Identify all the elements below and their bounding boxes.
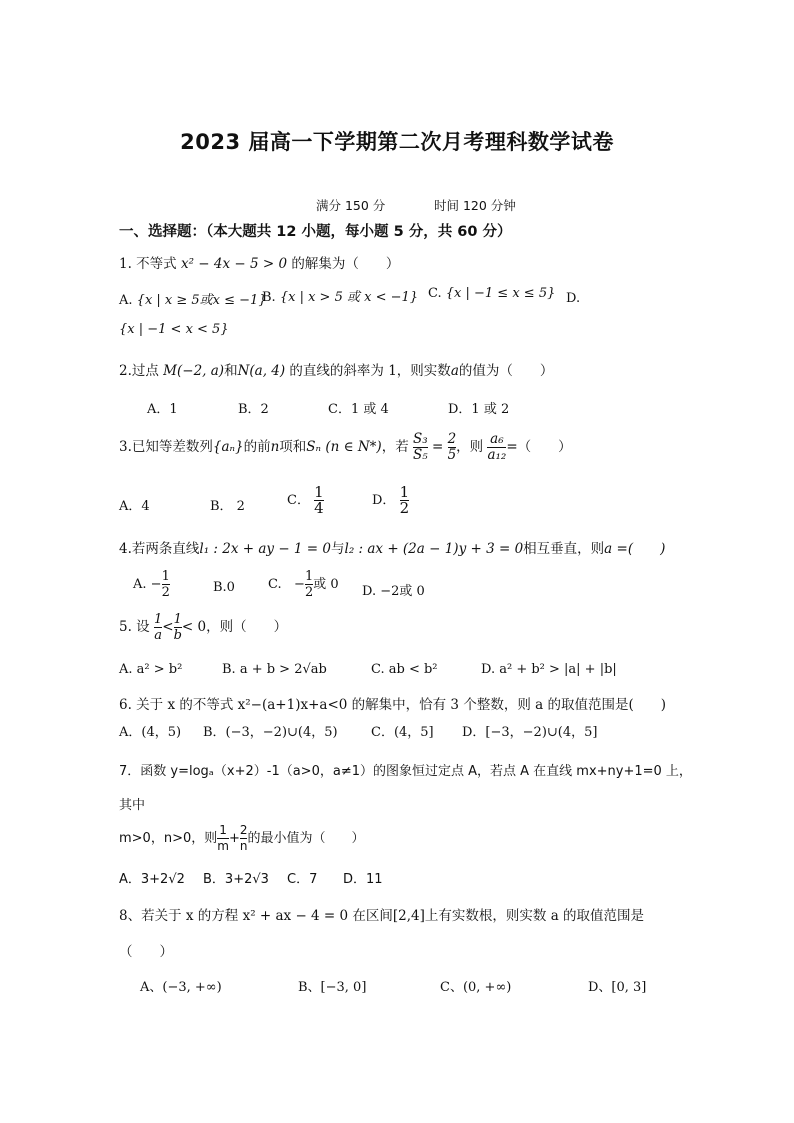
q7-stem-pre: m>0，n>0，则	[119, 831, 218, 846]
q4-c-sign: −	[294, 577, 305, 592]
q3-option-a[interactable]: A．4	[119, 499, 150, 514]
q4-option-c[interactable]	[268, 569, 339, 600]
q5-f1-num: 1	[153, 612, 163, 627]
q4-c-num: 1	[304, 569, 314, 584]
q2-var: a	[450, 363, 459, 379]
q3-stem-mid1: 的前	[243, 439, 271, 455]
q5-option-d[interactable]: D. a² + b² > |a| + |b|	[481, 662, 617, 677]
q3-d-num: 1	[399, 483, 410, 501]
q7-plus: +	[228, 831, 240, 846]
question-2	[119, 359, 553, 379]
q4-option-d[interactable]	[362, 580, 425, 599]
q7-option-b[interactable]: B．3+2√3	[203, 872, 269, 887]
q3-option-d[interactable]	[372, 485, 409, 516]
q5-less-than: <	[162, 619, 174, 635]
q1-option-d-label[interactable]: D.	[566, 291, 581, 306]
q7-fraction-1-m	[217, 823, 229, 854]
q5-f2-num: 1	[173, 612, 182, 627]
q7-f2-num: 2	[239, 823, 248, 837]
section-heading: 一、选择题：（本大题共 12 小题，每小题 5 分，共 60 分）	[119, 224, 512, 240]
q2-stem-pre: 2.过点	[119, 363, 164, 379]
q3-if: ，若	[381, 439, 409, 455]
q3-equals: =	[431, 439, 444, 455]
q3-condition: (n ∈ N*)	[325, 439, 382, 455]
q6-option-c[interactable]: C．(4，5]	[371, 725, 434, 740]
q7-option-a[interactable]: A．3+2√2	[119, 872, 185, 887]
q7-stem-post: 的最小值为（ ）	[247, 831, 365, 846]
q7-option-d[interactable]: D．11	[343, 872, 383, 887]
q8-option-d[interactable]: D、[0, 3]	[588, 980, 647, 995]
q2-stem-mid: 的直线的斜率为 1，则实数	[285, 363, 451, 379]
q6-option-d[interactable]: D．[−3，−2)∪(4，5]	[462, 725, 598, 740]
q4-stem-pre: 4.若两条直线	[119, 541, 200, 557]
question-8-line-1: 8、若关于 x 的方程 x² + ax − 4 = 0 在区间[2,4]上有实数根，则实数 a 的取值范围是	[119, 908, 645, 924]
q4-line-2: l₂ : ax + (2a − 1)y + 3 = 0	[344, 541, 524, 557]
q3-stem-pre: 3.已知等差数列	[119, 439, 213, 455]
q3-then: ，则	[456, 439, 484, 455]
q4-a-label: A.	[133, 577, 147, 592]
q1-option-a[interactable]	[119, 289, 267, 308]
q1-b-label: B.	[262, 290, 276, 305]
q3-f3-den: a₁₂	[487, 447, 507, 463]
q1-c-label: C.	[428, 286, 442, 301]
q5-f1-den: a	[154, 628, 162, 643]
q3-d-label: D．	[372, 493, 396, 508]
q5-f2-den: b	[173, 628, 182, 643]
q7-f1-den: m	[217, 839, 229, 853]
question-4	[119, 537, 665, 557]
q4-answer-blank: a =( )	[604, 541, 666, 557]
q2-option-d[interactable]: D．1 或 2	[448, 402, 510, 417]
q2-stem-post: 的值为（ ）	[458, 363, 554, 379]
q7-option-c[interactable]: C．7	[287, 872, 318, 887]
q2-point-m: M(−2, a)	[163, 363, 225, 379]
full-score: 满分 150 分	[316, 198, 386, 213]
q3-f2-num: 2	[447, 431, 457, 447]
q4-a-num: 1	[161, 569, 170, 584]
q3-d-den: 2	[399, 499, 410, 517]
q3-sn: Sₙ	[306, 439, 322, 455]
q4-c-label: C.	[268, 577, 282, 592]
q7-f2-den: n	[239, 839, 248, 853]
q4-option-b[interactable]: B.0	[213, 580, 235, 595]
q3-c-fraction	[314, 485, 324, 516]
q3-stem-mid2: 项和	[279, 439, 307, 455]
q4-a-den: 2	[161, 585, 170, 600]
q1-option-d-text[interactable]: {x | −1 < x < 5}	[119, 322, 229, 337]
q4-with: 与	[331, 541, 345, 557]
q1-b-text: {x | x > 5 或 x < −1}	[279, 290, 419, 305]
q3-f2-den: 5	[447, 447, 457, 463]
q5-option-c[interactable]: C. ab < b²	[371, 662, 438, 677]
question-7-line-1: 7．函数 y=logₐ（x+2）-1（a>0，a≠1）的图象恒过定点 A，若点 A 在直线 mx+ny+1=0 上，	[119, 764, 692, 779]
q5-stem-pre: 5. 设	[119, 619, 150, 635]
q3-c-den: 4	[314, 499, 324, 517]
question-7-line-3	[119, 823, 365, 854]
q1-a-label: A.	[119, 293, 133, 308]
q2-option-c[interactable]: C．1 或 4	[328, 402, 389, 417]
q5-stem-post: < 0，则（ ）	[181, 619, 288, 635]
q5-option-a[interactable]: A. a² > b²	[119, 662, 183, 677]
q1-c-text: {x | −1 ≤ x ≤ 5}	[445, 286, 556, 301]
q1-option-b[interactable]	[262, 286, 418, 305]
q3-c-num: 1	[314, 483, 324, 501]
q3-c-label: C．	[287, 493, 310, 508]
q3-option-c[interactable]	[287, 485, 324, 516]
q3-f3-num: a₆	[490, 431, 504, 447]
q4-d-label: D.	[362, 584, 377, 599]
question-8-line-2: （ ）	[119, 944, 173, 960]
q5-fraction-1-a	[154, 612, 162, 643]
q3-sequence: {aₙ}	[212, 439, 244, 455]
q3-f1-num: S₃	[413, 431, 428, 447]
question-7-line-2: 其中	[119, 798, 146, 813]
q3-n: n	[270, 439, 280, 455]
q3-fraction-a6-a12	[487, 432, 506, 463]
question-6: 6. 关于 x 的不等式 x²−(a+1)x+a<0 的解集中，恰有 3 个整数，则 a 的取值范围是( )	[119, 697, 666, 713]
q3-f1-den: S₅	[413, 447, 428, 463]
q4-c-den: 2	[304, 585, 314, 600]
q2-option-a[interactable]: A．1	[147, 402, 178, 417]
q4-option-a[interactable]	[133, 569, 170, 600]
q1-a-text: {x | x ≥ 5或x ≤ −1}	[136, 293, 267, 308]
q8-option-b[interactable]: B、[−3, 0]	[298, 980, 367, 995]
question-5	[119, 612, 287, 643]
q3-fraction-2-5	[448, 432, 457, 463]
q1-stem-post: 的解集为（ ）	[287, 256, 400, 272]
q3-d-fraction	[400, 485, 410, 516]
q8-option-c[interactable]: C、(0, +∞)	[440, 980, 512, 995]
q8-option-a[interactable]: A、(−3, +∞)	[140, 980, 222, 995]
q4-d-text: −2或 0	[380, 584, 425, 599]
exam-title: 2023 届高一下学期第二次月考理科数学试卷	[180, 130, 614, 154]
q1-expression: x² − 4x − 5 > 0	[180, 256, 288, 272]
q3-fraction-s3-s5	[413, 432, 428, 463]
q1-stem-pre: 1. 不等式	[119, 256, 181, 272]
question-1	[119, 252, 399, 272]
q1-option-c[interactable]	[428, 286, 555, 301]
time-limit: 时间 120 分钟	[434, 198, 516, 213]
q7-f1-num: 1	[219, 823, 227, 837]
q4-line-1: l₁ : 2x + ay − 1 = 0	[199, 541, 331, 557]
q4-c-post: 或 0	[313, 577, 339, 592]
question-3	[119, 432, 572, 463]
q3-option-b[interactable]: B． 2	[210, 499, 245, 514]
q5-fraction-1-b	[174, 612, 182, 643]
q5-option-b[interactable]: B. a + b > 2√ab	[222, 662, 327, 677]
q6-option-a[interactable]: A．(4，5)	[119, 725, 182, 740]
q4-a-sign: −	[150, 577, 162, 592]
q4-a-fraction	[162, 569, 170, 600]
q4-stem-post: 相互垂直，则	[523, 541, 605, 557]
q2-point-n: N(a, 4)	[237, 363, 286, 379]
q2-option-b[interactable]: B．2	[238, 402, 269, 417]
q4-c-fraction	[305, 569, 313, 600]
q3-stem-post: =（ ）	[506, 439, 572, 455]
q6-option-b[interactable]: B．(−3，−2)∪(4，5)	[203, 725, 338, 740]
q2-and: 和	[224, 363, 238, 379]
